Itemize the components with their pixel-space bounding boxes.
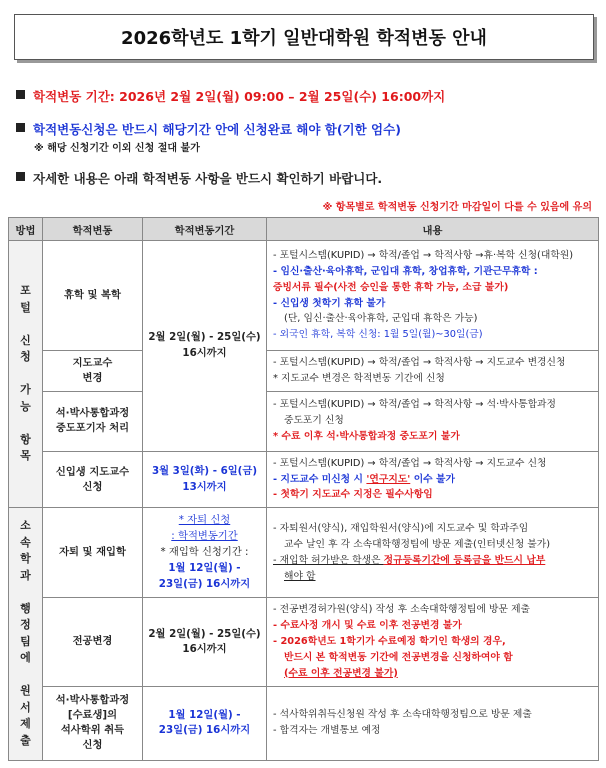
content-leave: - 포털시스템(KUPID) → 학적/졸업 → 학적사항 →휴·복학 신청(대학원) - 임신·출산·육아휴학, 군입대 휴학, 창업휴학, 기관근무휴학 : 증빙서류 필수(사전 승인을 통한 휴학 가능, 소급 불가) - 신입생 첫학기 휴학 불가 (단, 임신·출산·육아휴학, 군입대 휴학은 가능) - 외국인 휴학, 복학 신청: 1월 5일(월)~30일(금): [267, 241, 599, 351]
period-withdraw: * 자퇴 신청 : 학적변동기간 * 재입학 신청기간 : 1월 12일(월) - 23일(금) 16시까지: [143, 508, 267, 598]
table-row: [9, 451, 599, 508]
change-major: 전공변경: [43, 598, 143, 686]
bullet-period: 학적변동 기간: 2026년 2월 2일(월) 09:00 – 2월 25일(수) 16:00까지: [16, 87, 445, 105]
period-new-advisor: 3월 3일(화) - 6일(금) 13시까지: [143, 451, 267, 508]
table-row: [9, 598, 599, 686]
period-major: 2월 2일(월) - 25일(수) 16시까지: [143, 598, 267, 686]
square-bullet-icon: [16, 123, 25, 132]
status-change-table: [8, 217, 599, 761]
content-withdraw: - 자퇴원서(양식), 재입학원서(양식)에 지도교수 및 학과주임 교수 날인 후 각 소속대학행정팀에 방문 제출(인터넷신청 불가) - 재입학 허가받은 학생은 정규등록기간에 등록금을 반드시 납부 해야 함: [267, 508, 599, 598]
change-new-advisor: 신입생 지도교수 신청: [43, 451, 143, 508]
content-new-advisor: - 포털시스템(KUPID) → 학적/졸업 → 학적사항 → 지도교수 신청 - 지도교수 미신청 시 '연구지도' 이수 불가 - 첫학기 지도교수 지정은 필수사항임: [267, 451, 599, 508]
deadline-note: ※ 해당 신청기간 이외 신청 절대 불가: [34, 143, 200, 154]
change-masters: 석·박사통합과정 [수료생]의 석사학위 취득 신청: [43, 686, 143, 760]
table-row: [9, 391, 599, 451]
header-content: 내용: [267, 218, 599, 241]
table-header-row: [9, 218, 599, 241]
content-integrated-quit: - 포털시스템(KUPID) → 학적/졸업 → 학적사항 → 석·박사통합과정 중도포기 신청 * 수료 이후 석·박사통합과정 중도포기 불가: [267, 391, 599, 451]
bullet-check: 자세한 내용은 아래 학적변동 사항을 반드시 확인하기 바랍니다.: [16, 169, 382, 187]
change-advisor: 지도교수 변경: [43, 351, 143, 392]
square-bullet-icon: [16, 90, 25, 99]
content-masters: - 석사학위취득신청원 작성 후 소속대학행정팀으로 방문 제출 - 합격자는 개별통보 예정: [267, 686, 599, 760]
table-row: [9, 686, 599, 760]
table-row: [9, 508, 599, 598]
method-portal: 포 털 신 청 가 능 항 목: [9, 241, 43, 508]
header-period: 학적변동기간: [143, 218, 267, 241]
change-integrated-quit: 석·박사통합과정 중도포기자 처리: [43, 391, 143, 451]
table-note: ※ 항목별로 학적변동 신청기간 마감일이 다를 수 있음에 유의: [322, 202, 592, 213]
change-leave: 휴학 및 복학: [43, 241, 143, 351]
content-advisor: - 포털시스템(KUPID) → 학적/졸업 → 학적사항 → 지도교수 변경신청 * 지도교수 변경은 학적변동 기간에 신청: [267, 351, 599, 392]
period-shared: 2월 2일(월) - 25일(수) 16시까지: [143, 241, 267, 452]
change-withdraw: 자퇴 및 재입학: [43, 508, 143, 598]
bullet-deadline: 학적변동신청은 반드시 해당기간 안에 신청완료 해야 함(기한 엄수): [16, 120, 401, 138]
table-row: [9, 351, 599, 392]
square-bullet-icon: [16, 172, 25, 181]
header-change: 학적변동: [43, 218, 143, 241]
table-row: [9, 241, 599, 351]
content-major: - 전공변경허가원(양식) 작성 후 소속대학행정팀에 방문 제출 - 수료사정 개시 및 수료 이후 전공변경 불가 - 2026학년도 1학기가 수료예정 학기인 학생의 경우, 반드시 본 학적변동 기간에 전공변경을 신청하여야 함 (수료 이후 전공변경 불가): [267, 598, 599, 686]
period-masters: 1월 12일(월) - 23일(금) 16시까지: [143, 686, 267, 760]
header-method: 방법: [9, 218, 43, 241]
method-office: 소 속 학 과 행 정 팀 에 원 서 제 출: [9, 508, 43, 760]
page-title: 2026학년도 1학기 일반대학원 학적변동 안내: [14, 14, 594, 60]
